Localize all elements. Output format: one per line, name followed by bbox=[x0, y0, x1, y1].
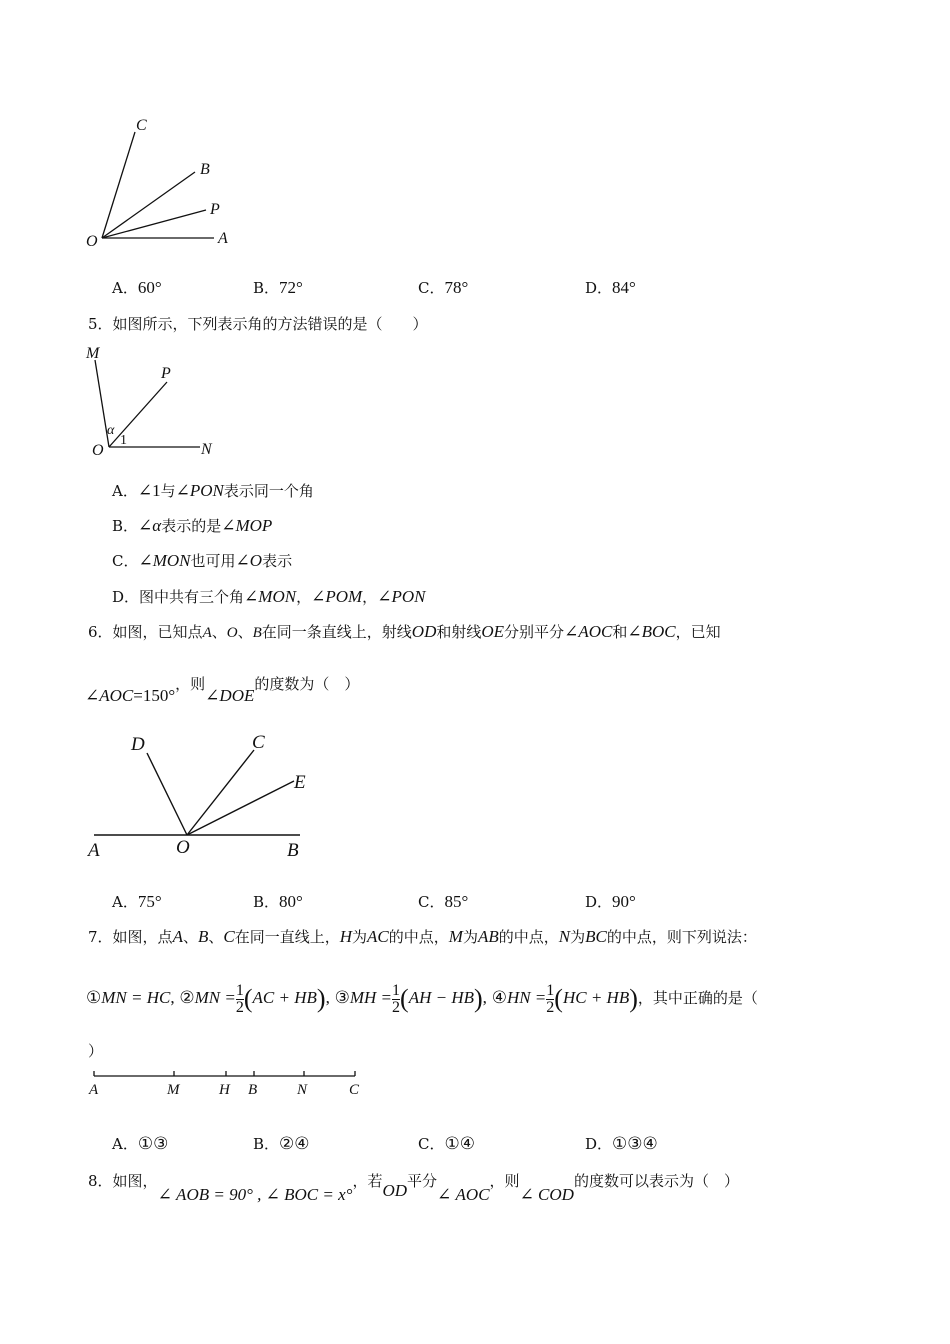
q5-option-c[interactable]: C．∠MON也可用∠O表示 bbox=[112, 551, 293, 570]
q6-option-d[interactable]: D．90° bbox=[585, 892, 636, 911]
label-one: 1 bbox=[120, 433, 127, 448]
option-value: 72 bbox=[279, 278, 297, 297]
q6-option-a[interactable]: A．75° bbox=[112, 892, 162, 911]
label-m: M bbox=[167, 1082, 180, 1098]
degree-unit: ° bbox=[629, 278, 636, 297]
label-m: M bbox=[86, 345, 100, 362]
label-o: O bbox=[92, 442, 104, 459]
label-c: C bbox=[136, 117, 147, 134]
label-o: O bbox=[86, 233, 98, 250]
q7-segment-figure bbox=[82, 1065, 372, 1105]
q7-close-paren: ） bbox=[88, 1042, 104, 1060]
label-p: P bbox=[161, 365, 171, 382]
q6-stem-line1: 6．如图，已知点A、O、B在同一条直线上，射线OD和射线OE分别平分∠AOC和∠BOC，已知 bbox=[88, 622, 721, 641]
label-alpha: α bbox=[107, 423, 115, 438]
q5-option-d[interactable]: D．图中共有三个角∠MON，∠POM，∠PON bbox=[112, 587, 426, 606]
degree-unit: ° bbox=[154, 278, 162, 297]
q6-option-b[interactable]: B．80° bbox=[253, 892, 303, 911]
label-a: A bbox=[89, 1082, 99, 1098]
q7-stem: 7．如图，点A、B、C在同一直线上，H为AC的中点，M为AB的中点，N为BC的中点，则下列说法： bbox=[88, 927, 757, 946]
option-letter: C． bbox=[418, 279, 445, 297]
fraction-half: $\frac{1}{2}$ bbox=[392, 981, 401, 1016]
fraction-half: $\frac{1}{2}$ bbox=[235, 981, 244, 1016]
label-a: A bbox=[218, 230, 228, 247]
label-h: H bbox=[219, 1082, 230, 1098]
q7-option-c[interactable]: C．①④ bbox=[418, 1134, 475, 1153]
ray-oc bbox=[187, 750, 254, 835]
label-o: O bbox=[176, 837, 190, 858]
q7-option-d[interactable]: D．①③④ bbox=[585, 1134, 658, 1153]
ray-ob bbox=[102, 172, 195, 238]
q4-figure bbox=[80, 110, 240, 255]
label-c: C bbox=[349, 1082, 360, 1098]
q5-option-b[interactable]: B．∠α表示的是∠MOP bbox=[112, 516, 273, 535]
degree-unit: ° bbox=[296, 278, 303, 297]
ray-oe bbox=[187, 781, 294, 835]
q4-option-d[interactable] bbox=[585, 277, 636, 298]
label-b: B bbox=[287, 840, 299, 861]
option-letter: A． bbox=[112, 279, 138, 297]
q7-option-b[interactable]: B．②④ bbox=[253, 1134, 310, 1153]
q5-figure bbox=[82, 342, 232, 462]
q5-stem: 5．如图所示，下列表示角的方法错误的是（ ） bbox=[88, 315, 428, 333]
degree-unit: ° bbox=[461, 278, 469, 297]
label-e: E bbox=[294, 772, 306, 793]
ray-od bbox=[147, 753, 187, 835]
option-value: 84 bbox=[612, 278, 630, 297]
q8-stem: 8．如图，∠ AOB = 90° , ∠ BOC = x°，若OD平分∠ AOC，则∠ COD的度数可以表示为（ ） bbox=[88, 1172, 739, 1204]
label-a: A bbox=[88, 840, 100, 861]
q6-stem-line2: ∠AOC=150°，则∠DOE的度数为（ ） bbox=[85, 675, 360, 705]
label-b: B bbox=[200, 161, 210, 178]
q6-figure bbox=[82, 728, 322, 868]
option-value: 60 bbox=[137, 278, 155, 297]
label-p: P bbox=[210, 201, 220, 218]
option-letter: D． bbox=[585, 279, 613, 297]
q4-option-a[interactable] bbox=[112, 277, 162, 298]
q4-option-b[interactable] bbox=[253, 277, 303, 298]
q5-option-a[interactable]: A．∠1与∠PON表示同一个角 bbox=[112, 481, 314, 500]
label-d: D bbox=[131, 734, 145, 755]
label-n: N bbox=[201, 441, 212, 458]
option-value: 78 bbox=[444, 278, 462, 297]
q7-option-a[interactable]: A．①③ bbox=[112, 1134, 169, 1153]
option-letter: B． bbox=[253, 279, 280, 297]
q6-option-c[interactable]: C．85° bbox=[418, 892, 469, 911]
ray-op bbox=[109, 382, 167, 447]
q7-statements: ①MN = HC, ②MN = $\frac{1}{2}$ (AC + HB), ③MH = $\frac{1}{2}$ (AH − HB), ④HN = $\frac{1}{2}$ (HC + HB)，其中正确的是（ bbox=[86, 981, 758, 1016]
fraction-half: $\frac{1}{2}$ bbox=[546, 981, 555, 1016]
label-n: N bbox=[297, 1082, 308, 1098]
ray-oc bbox=[102, 132, 135, 238]
q4-option-c[interactable] bbox=[418, 277, 468, 298]
label-b: B bbox=[248, 1082, 258, 1098]
ray-op bbox=[102, 210, 206, 238]
label-c: C bbox=[252, 732, 265, 753]
